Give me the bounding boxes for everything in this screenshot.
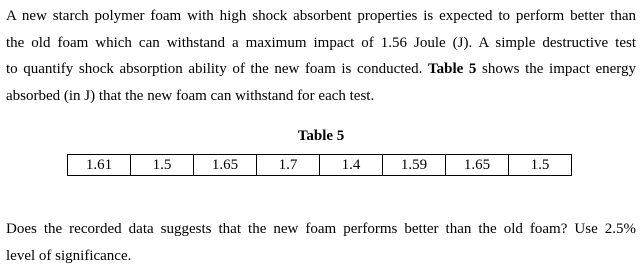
table-cell: 1.5 — [131, 155, 194, 176]
question-statement — [6, 216, 636, 269]
table-cell: 1.65 — [446, 155, 509, 176]
question-line-1: Does the recorded data suggests that the new foam performs better than the old foam? Use 2.5% — [6, 221, 636, 237]
statement-line-2: the old foam which can withstand a maximum impact of 1.56 Joule (J). A simple destructive test — [6, 34, 636, 51]
table-cell: 1.59 — [383, 155, 446, 176]
table-reference: Table 5 — [427, 61, 477, 77]
problem-statement — [6, 3, 636, 109]
table-cell: 1.4 — [320, 155, 383, 176]
table-cell: 1.61 — [68, 155, 131, 176]
table-cell: 1.5 — [509, 155, 572, 176]
statement-line-3 — [6, 56, 636, 83]
statement-line-3-tail: shows the impact energy — [482, 61, 637, 77]
question-line-2: level of significance. — [6, 247, 132, 264]
impact-energy-table — [67, 154, 572, 176]
table-cell: 1.7 — [257, 155, 320, 176]
table-row — [68, 155, 572, 176]
statement-line-4: absorbed (in J) that the new foam can withstand for each test. — [6, 87, 375, 104]
statement-line-3-text: to quantify shock absorption ability of the new foam is conducted. — [6, 61, 423, 77]
table-caption: Table 5 — [297, 128, 345, 144]
statement-line-1: A new starch polymer foam with high shock absorbent properties is expected to perform better than — [6, 8, 636, 24]
table-cell: 1.65 — [194, 155, 257, 176]
